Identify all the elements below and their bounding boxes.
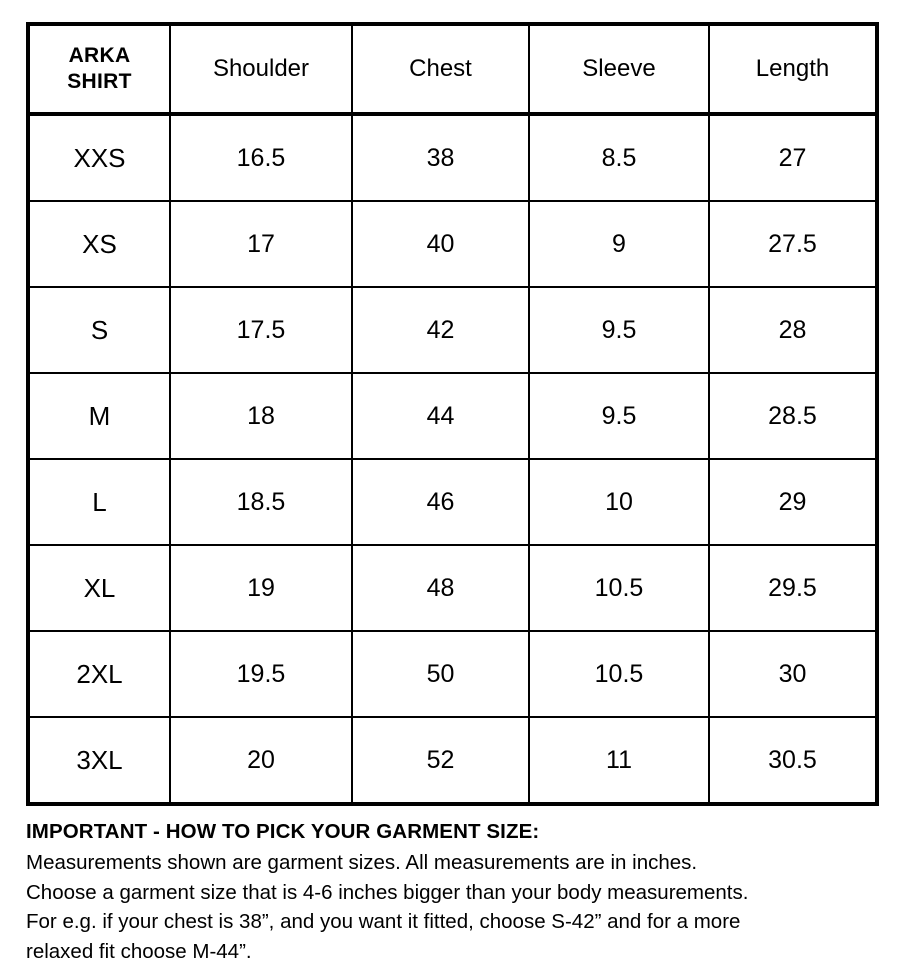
cell-chest: 52 bbox=[352, 717, 529, 804]
cell-length: 27 bbox=[709, 114, 877, 201]
cell-shoulder: 18.5 bbox=[170, 459, 352, 545]
cell-sleeve: 10 bbox=[529, 459, 709, 545]
table-header bbox=[28, 24, 877, 114]
table-row bbox=[28, 545, 877, 631]
notes-line-4: relaxed fit choose M-44”. bbox=[26, 940, 252, 964]
column-header-chest: Chest bbox=[352, 24, 529, 114]
cell-shoulder: 17.5 bbox=[170, 287, 352, 373]
table-row bbox=[28, 459, 877, 545]
sizing-notes bbox=[26, 820, 875, 967]
cell-sleeve: 11 bbox=[529, 717, 709, 804]
table-row bbox=[28, 114, 877, 201]
cell-length: 30.5 bbox=[709, 717, 877, 804]
cell-sleeve: 10.5 bbox=[529, 545, 709, 631]
brand-line-1: ARKA bbox=[68, 43, 131, 67]
cell-shoulder: 17 bbox=[170, 201, 352, 287]
column-header-shoulder: Shoulder bbox=[170, 24, 352, 114]
cell-chest: 50 bbox=[352, 631, 529, 717]
cell-size: 3XL bbox=[28, 717, 170, 804]
cell-sleeve: 8.5 bbox=[529, 114, 709, 201]
size-chart-table bbox=[26, 22, 879, 806]
cell-sleeve: 9.5 bbox=[529, 373, 709, 459]
cell-shoulder: 19 bbox=[170, 545, 352, 631]
cell-length: 30 bbox=[709, 631, 877, 717]
table-row bbox=[28, 201, 877, 287]
cell-shoulder: 20 bbox=[170, 717, 352, 804]
table-row bbox=[28, 631, 877, 717]
table-row bbox=[28, 373, 877, 459]
notes-title: IMPORTANT - HOW TO PICK YOUR GARMENT SIZE: bbox=[26, 820, 540, 843]
cell-length: 27.5 bbox=[709, 201, 877, 287]
cell-chest: 46 bbox=[352, 459, 529, 545]
table-row bbox=[28, 717, 877, 804]
cell-shoulder: 19.5 bbox=[170, 631, 352, 717]
table-row bbox=[28, 287, 877, 373]
cell-size: M bbox=[28, 373, 170, 459]
column-header-length: Length bbox=[709, 24, 877, 114]
cell-length: 29.5 bbox=[709, 545, 877, 631]
cell-size: S bbox=[28, 287, 170, 373]
cell-size: XL bbox=[28, 545, 170, 631]
cell-chest: 40 bbox=[352, 201, 529, 287]
column-header-sleeve: Sleeve bbox=[529, 24, 709, 114]
cell-size: XXS bbox=[28, 114, 170, 201]
brand-line-2: SHIRT bbox=[67, 70, 132, 93]
cell-length: 28 bbox=[709, 287, 877, 373]
table-header-row bbox=[28, 24, 877, 114]
cell-shoulder: 16.5 bbox=[170, 114, 352, 201]
cell-length: 29 bbox=[709, 459, 877, 545]
cell-size: L bbox=[28, 459, 170, 545]
notes-line-2: Choose a garment size that is 4-6 inches bigger than your body measurements. bbox=[26, 880, 749, 904]
cell-sleeve: 10.5 bbox=[529, 631, 709, 717]
cell-sleeve: 9 bbox=[529, 201, 709, 287]
cell-chest: 48 bbox=[352, 545, 529, 631]
table-body bbox=[28, 114, 877, 804]
cell-shoulder: 18 bbox=[170, 373, 352, 459]
cell-chest: 38 bbox=[352, 114, 529, 201]
cell-chest: 42 bbox=[352, 287, 529, 373]
cell-sleeve: 9.5 bbox=[529, 287, 709, 373]
column-header-brand bbox=[28, 24, 170, 114]
cell-length: 28.5 bbox=[709, 373, 877, 459]
notes-line-1: Measurements shown are garment sizes. All measurements are in inches. bbox=[26, 851, 698, 874]
cell-size: 2XL bbox=[28, 631, 170, 717]
cell-size: XS bbox=[28, 201, 170, 287]
notes-line-3: For e.g. if your chest is 38”, and you want it fitted, choose S-42” and for a more bbox=[26, 910, 741, 934]
cell-chest: 44 bbox=[352, 373, 529, 459]
